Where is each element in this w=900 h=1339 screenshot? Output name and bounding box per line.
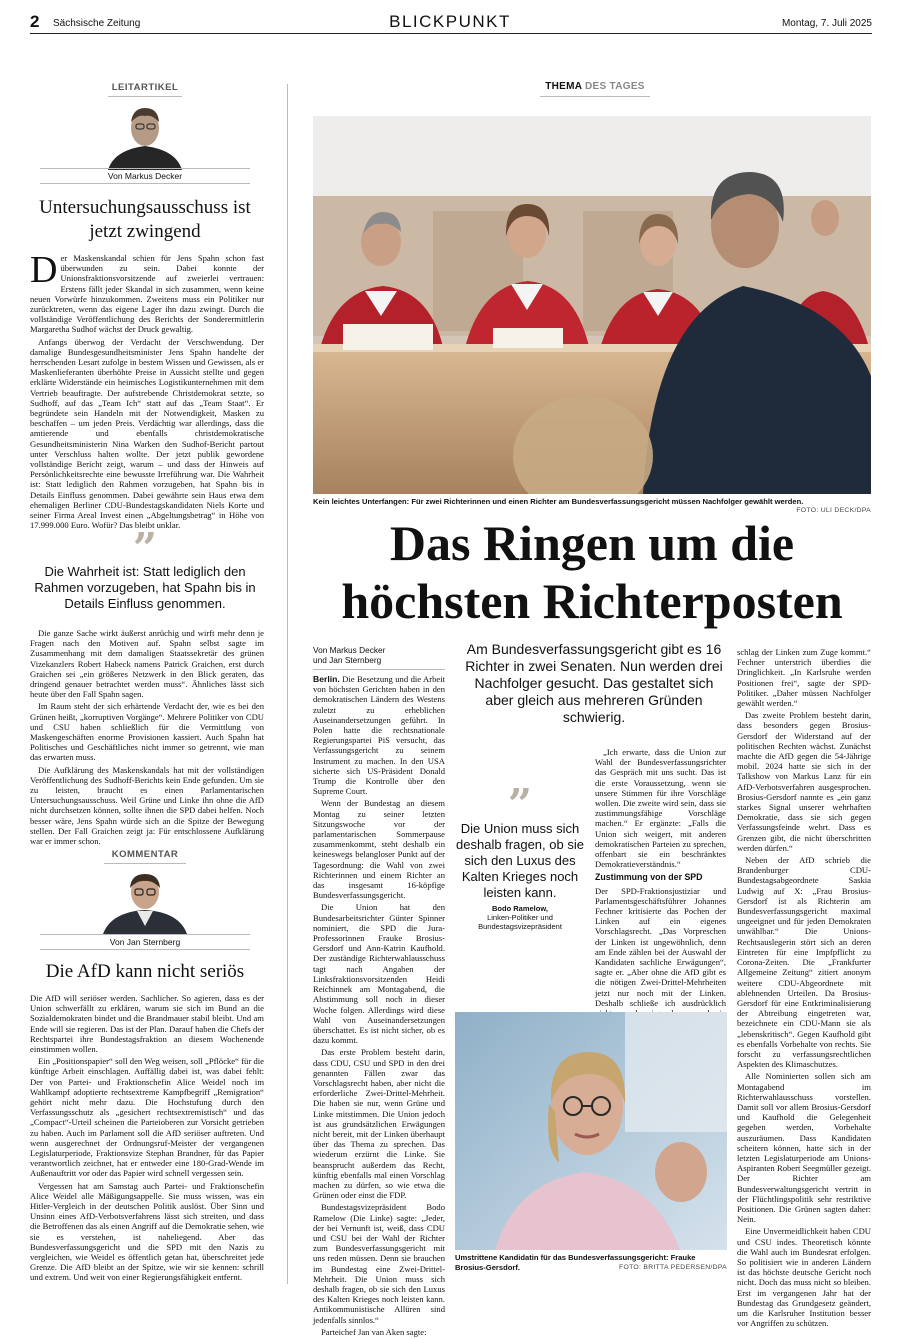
- thema-label: [520, 81, 670, 92]
- dateline: Berlin.: [313, 674, 340, 684]
- leitartikel-paragraph: Im Raum steht der sich erhärtende Verdacht der, wie es bei den Grünen heißt, „korruptiven Vorgänge“. Mehrere Politiker von CDU und CSU haben schließlich für die Vermittlung von Maskengeschäften enorme Provisionen kassiert. Auch Spahn hat Politisches und Geschäftliches nicht immer so getrennt, wie man das erwarten muss.: [30, 701, 264, 763]
- thema-paragraph: Parteichef Jan van Aken sagte:: [321, 1326, 427, 1337]
- thema-paragraph: schlag der Linken zum Zuge kommt.“ Fechner unterstrich überdies die Dringlichkeit. „In Karlsruhe werden Positionen frei“, sagte der SPD-Politiker. „Daher müssen Nachfolger gewählt werden.“: [737, 647, 871, 709]
- thema-byline: [313, 645, 445, 665]
- thema-paragraph: Bundestagsvizepräsident Bodo Ramelow (Die Linke) sagte: „Jeder, der bei Vernunft ist, weiß, dass CDU und CSU bei der Wahl der Richter zum Bundesverfassungsgericht mit uns reden müssen. Denn sie brauchen im Bundestag eine Zwei-Drittel-Mehrheit. Die Union muss sich deshalb fragen, ob sie sich den Luxus des Kalten Krieges noch leisten kann. Antikommunistische Allüren sind jedenfalls sinnlos.“: [313, 1202, 445, 1325]
- photo2-credit: FOTO: BRITTA PEDERSEN/DPA: [619, 1263, 727, 1271]
- photo-caption-text: Kein leichtes Unterfangen: Für zwei Richterinnen und einen Richter am Bundesverfassungsgericht müssen Nachfolger gewählt werden.: [313, 497, 804, 506]
- leitartikel-paragraph: Die Aufklärung des Maskenskandals hat mit der vollständigen Veröffentlichung des Sudhoff-Berichts kein Ende gefunden. Um sie zu leisten, braucht es einen Parlamentarischen Untersuchungsausschuss. Weil Grüne und Linke ihn ohne die AfD nicht durchsetzen können, sollte ihnen die SPD dabei helfen. Noch besser wäre, Jens Spahn würde sich an die Spitze der Bewegung stellen. Der Fall Graichen zeigt ja: Für entschlossene Aufklärung war er immer schon.: [30, 764, 264, 847]
- leitartikel-byline: Von Markus Decker: [107, 171, 183, 181]
- quote-role: Linken-Politiker und Bundestagsvizepräsident: [478, 913, 562, 931]
- leitartikel-body-2: [30, 628, 264, 848]
- quote-name: Bodo Ramelow,: [492, 904, 548, 913]
- kommentar-label: KOMMENTAR: [111, 849, 179, 860]
- byline-rule: [40, 168, 250, 169]
- thema-paragraph: Wenn der Bundestag an diesem Montag zu seiner letzten Sitzungswoche vor der parlamentarischen Sommerpause zusammenkommt, steht deshalb ein keineswegs belangloser Punkt auf der Tagesordnung: die Wahl von zwei Richterinnen und einem Richter an das insgesamt 16-köpfige Bundesverfassungsgericht.: [313, 798, 445, 901]
- photo2-caption-text: Umstrittene Kandidatin für das Bundesverfassungsgericht: Frauke Brosius-Gersdorf.: [455, 1253, 696, 1272]
- leitartikel-paragraph: er Maskenskandal schien für Jens Spahn schon fast überwunden zu sein. Dabei konnte der Unionsfraktionsvorsitzende auf zweierlei vertrauen: Erstens fällt jeder Skandal in sich zusammen, wenn keine neuen Vorwürfe hinzukommen. Zweitens muss ein Politiker nur zurücktreten, wenn das eigene Lager ihn dazu zwingt. Durch die vollständige Veröffentlichung des Berichts der Sonderermittlerin Margaretha Sudhof wächst der Druck gewaltig.: [30, 253, 264, 335]
- leitartikel-paragraph: Die ganze Sache wirkt äußerst anrüchig und wirft mehr denn je Fragen nach den Motiven auf. Spahn selbst sagte im Zusammenhang mit dem damaligen Staatssekretär des grünen Vizekanzlers Robert Habeck namens Patrick Graichen, erst durch Graichen sei „ein größeres Netzwerk in den Blick geraten, das dringend genauer betrachtet werden muss“. Ähnliches lässt sich heute über den Fall Spahn sagen.: [30, 628, 264, 700]
- byline-rule-bottom: [40, 949, 250, 950]
- thema-col4: [737, 647, 871, 1330]
- main-headline-line1: Das Ringen um die: [389, 515, 795, 571]
- page-number: 2: [30, 12, 40, 31]
- quote-mark-icon: ”: [507, 780, 533, 829]
- thema-paragraph: Eine Unvermeidlichkeit haben CDU und CSU indes. Theoretisch könnte die Wahl auch im Bundesrat erfolgen. So politisiert wie in anderen Ländern ist das höchste deutsche Gericht noch nicht. Doch das muss nicht so bleiben. Erst im vergangenen Jahr hat der Bundestag das Grundgesetz geändert, um die Karlsruher Institution besser vor Angriffen zu schützen.: [737, 1226, 871, 1329]
- thema-label-b: DES TAGES: [585, 81, 645, 92]
- thema-subhead: Zustimmung von der SPD: [595, 872, 703, 883]
- thema-paragraph: Das erste Problem besteht darin, dass CDU, CSU und SPD in den drei genannten Fällen zwar das Vorschlagsrecht haben, aber nicht die erforderliche Zwei-Drittel-Mehrheit. Die haben sie nur, wenn Grüne und Linke mitstimmen. Die Union jedoch ist aus grundsätzlichen Erwägungen nicht bereit, mit der Linken überhaupt über das Thema zu sprechen. Das wiederum erzürnt die Linke. Sie beansprucht außerdem das Recht, künftig ebenfalls mal einen Vorschlag machen zu dürfen, so wie etwa die Grünen oder einst die FDP.: [313, 1047, 445, 1201]
- thema-paragraph: Die Union hat den Bundesarbeitsrichter Günter Spinner nominiert, die SPD die Jura-Professorinnen Frauke Brosius-Gersdorf und Ann-Katrin Kaufhold. Der zuständige Richterwahlausschuss tagt nach Angaben der Linksfraktionsvorsitzenden Heidi Reichinnek am Montagabend, die Abstimmung soll noch in dieser Woche folgen. Allerdings wird diese Wahl von Auseinandersetzungen überschattet. Es ist nicht sicher, ob es dazu kommt.: [313, 902, 445, 1046]
- thema-paragraph-text: Die Besetzung und die Arbeit von höchsten Gerichten haben in den demokratischen Ländern des Westens zuletzt zu erheblichen Auseinandersetzungen geführt. In Polen hatte die rechtsnationale Regierungspartei PiS versucht, das Verfassungsgericht zu seinem Instrument zu machen. In den USA sicherte sich US-Präsident Donald Trump die Kontrolle über den Supreme Court.: [313, 674, 445, 797]
- thema-paragraph: Der SPD-Fraktionsjustiziar und Parlamentsgeschäftsführer Johannes Fechner kritisierte das Pochen der Linken auf ein eigenes Vorschlagsrecht. „Das Vorpreschen der Linken ist ungewöhnlich, denn am Ende zählen bei der Auswahl der Kandidaten sachliche Erwägungen“, sagte er. „Aber ohne die AfD gibt es die nötigen Zwei-Drittel-Mehrheiten jetzt nur noch mit der Linken. Deshalb schließe ich ausdrücklich: [595, 885, 726, 1008]
- photo2-caption: [455, 1253, 727, 1272]
- main-headline-line2: höchsten Richterposten: [341, 573, 843, 629]
- photo-credit: FOTO: ULI DECK/DPA: [796, 507, 871, 514]
- leitartikel-headline: Untersuchungsausschuss ist jetzt zwingend: [39, 197, 251, 242]
- leitartikel-label: LEITARTIKEL: [111, 82, 179, 93]
- leitartikel-label-rule: [108, 96, 182, 97]
- thema-paragraph: „Ich erwarte, dass die Union zur Wahl der Bundesverfassungsrichter das Gespräch mit uns sucht. Das ist die erste Voraussetzung, wenn sie unsere Stimmen für ihre Vorschläge wollen. Die zweite wird sein, dass sie zustimmungsfähige Vorschläge machen.“ Er ergänzte: „Falls die Union sich weigert, mit anderen demokratischen Parteien zu sprechen, offenbart sie ein beschränktes Demokratieverständnis.“: [595, 747, 726, 870]
- issue-date: Montag, 7. Juli 2025: [781, 18, 872, 29]
- thema-paragraph: [313, 674, 445, 796]
- kommentar-paragraph: Die AfD will seriöser werden. Sachlicher. So agieren, dass es der Union schwerfällt zu erklären, warum sie sich im Bund an die Sozialdemokraten bindet und die Brandmauer stabil bleibt. Und am Ende will sie regieren. Das ist der Plan. Darauf haben die Chefs der Rechtspartei ihre Bundestagsfraktion an diesem Wochenende einstimmen wollen.: [30, 993, 264, 1055]
- column-divider: [287, 84, 288, 1284]
- byline-rule: [313, 669, 445, 670]
- kommentar-byline: Von Jan Sternberg: [109, 937, 181, 947]
- leitartikel-pull-quote: Die Wahrheit ist: Statt lediglich den Rahmen vorzugeben, hat Spahn bis in Details Einfluss genommen.: [34, 564, 256, 611]
- court-photo: [313, 116, 871, 494]
- thema-byline-line2: und Jan Sternberg: [313, 655, 382, 665]
- byline-rule: [40, 934, 250, 935]
- drop-cap: D: [30, 249, 58, 291]
- thema-col1: [313, 674, 445, 1339]
- leitartikel-body: [30, 249, 264, 532]
- masthead-rule: [30, 33, 872, 34]
- kommentar-paragraph: Ein „Positionspapier“ soll den Weg weisen, soll „Pflöcke“ für die künftige Arbeit einschlagen. Auffällig dabei ist, was dabei fehlt: Der von Partei- und Fraktionschefin Alice Weidel noch im Wahlkampf adoptierte rechtsextreme Kampfbegriff „Remigration“ gehört nicht mehr dazu. Die Hochstufung durch den Verfassungsschutz als „gesichert rechtsextremistisch“ und das „Compact“-Urteil scheinen die Parteioberen zur Vorsicht getrieben zu haben. Auch im Parlament soll die AfD seriöser auftreten. Und wenn ausgerechnet der Ordnungsruf-Meister der vergangenen Legislaturperiode, Fraktionsvize Stephan Brandner, für das Papier verantwortlich zeichnet, hat er entweder eine 180-Grad-Wende im Außenauftritt vor oder das Papier wird schnell vergessen sein.: [30, 1056, 264, 1179]
- quote-attribution: [455, 904, 585, 931]
- thema-paragraph: Das zweite Problem besteht darin, dass besonders gegen Brosius-Gersdorf der Widerstand auf der politischen Rechten wächst. Zunächst machte die AfD gegen die 54-Jährige mobil. 2024 hatte sie sich in der Talkshow von Markus Lanz für ein AfD-Verbotsverfahren ausgesprochen. Brosius-Gersdorf nannte es „ein ganz starkes Signal unserer wehrhaften Demokratie, dass sie sich gegen Verfassungsfeinde wehrt. Dass es Grenzen gibt, die nicht überschritten werden dürfen.“: [737, 710, 871, 853]
- author-portrait-sternberg: [97, 868, 193, 934]
- kommentar-body: [30, 993, 264, 1285]
- thema-label-a: THEMA: [545, 81, 582, 92]
- thema-paragraph: Alle Nominierten sollen sich am Montagabend im Richterwahlausschuss vorstellen. Damit soll vor allem Brosius-Gersdorf und Kaufhold die Gelegenheit gegeben werden, Vorbehalte auszuräumen. Dass Kandidaten scheitern können, hatte sich in der letzten Legislaturperiode am Unions-Aspiranten Robert Seegmüller gezeigt. Der Richter am Bundesverwaltungsgericht vertritt in der Flüchtlingspolitik sehr restriktive Positionen. Die Grünen sagten daher: Nein.: [737, 1071, 871, 1225]
- quote-mark-icon: ”: [132, 524, 158, 573]
- paper-name: Sächsische Zeitung: [53, 18, 141, 29]
- candidate-photo: [455, 1012, 727, 1250]
- byline-rule-bottom: [40, 183, 250, 184]
- kommentar-label-rule: [104, 863, 186, 864]
- photo-caption: [313, 497, 871, 515]
- thema-teaser: Am Bundesverfassungsgericht gibt es 16 Richter in zwei Senaten. Nun werden drei Nachfolger gesucht. Das gestaltet sich aber gleich aus mehreren Gründen schwierig.: [465, 641, 723, 725]
- thema-paragraph: Neben der AfD schrieb die Brandenburger CDU-Bundestagsabgeordnete Saskia Ludwig auf X: „Frau Brosius-Gersdorf ist als Richterin am Bundesverfassungsgericht maximal ungeeignet und für jeden Demokraten unwählbar.“ Die Unions-Rechtsauslegerin stört sich an deren Eintreten für eine Impfpflicht zu Corona-Zeiten. Die „Frankfurter Allgemeine Zeitung“ zitiert anonym weitere CDU-Abgeordnete mit ablehnenden Urteilen. Da Brosius-Gersdorf für eine Entkriminalisierung der Abtreibung eingetreten war, bezeichnete ein CDU-Mann sie als „lebenskritisch“. Gegen Kaufhold gibt es ebenfalls Vorbehalte von rechts. Sie forscht zu verfassungsrechtlichen Aspekten des Klimaschutzes.: [737, 855, 871, 1070]
- thema-label-rule: [540, 96, 650, 97]
- section-title: BLICKPUNKT: [389, 12, 511, 31]
- leitartikel-paragraph: Anfangs überwog der Verdacht der Verschwendung. Der damalige Bundesgesundheitsminister Jens Spahn handelte der herrschenden Lesart zufolge in bestem Wissen und Gewissen, als er Maskenlieferanten überhöhte Preise in Aussicht stellte und gegen erklärte Widerstände ein heimisches Logistikunternehmen mit dem Vertrieb beauftragte. Der aufstrebende Christdemokrat setzte, so Sudhoff, auf das „Team Ich“ statt auf das „Team Staat“. Er begründete sein Handeln mit der Notwendigkeit, Masken zu beschaffen – um jeden Preis. Verdächtig war allerdings, dass die amtierende und ebenfalls christdemokratische Gesundheitsministerin Nina Warken den Sudhof-Bericht partout unter Verschluss halten wollte. Der jetzt publik gewordene vollständige Bericht zeigt, warum – und dass der Hinweis auf Persönlichkeitsrechte eine bewusste Irreführung war. Die Wahrheit ist: Statt lediglich den Rahmen vorzugeben, hat Spahn bis in Details Einfluss genommen. Dabei gewährte sein Haus etwa dem ehemaligen Berliner CDU-Bundestagskandidaten Niels Korte und seiner Firma Areal Invest einen „Abgeltungsbetrag“ in Höhe von 17.999.000 Euro. Wofür? Das bleibt unklar.: [30, 336, 264, 531]
- thema-pull-quote: Die Union muss sich deshalb fragen, ob sie sich den Luxus des Kalten Krieges noch leisten kann.: [456, 821, 584, 900]
- thema-col3: [595, 747, 726, 1030]
- kommentar-headline: Die AfD kann nicht seriös: [45, 961, 245, 982]
- kommentar-paragraph: Vergessen hat am Samstag auch Partei- und Fraktionschefin Alice Weidel alle Mäßigungsappelle. Sie muss wissen, was ein Hitler-Vergleich in der deutschen Politik auslöst. Über Sinn und Unsinn eines AfD-Verbotsverfahrens lässt sich streiten, und dass die Betroffenen das als einen Angriff auf die Demokratie sehen, wie sie es verstehen, ist naheliegend. Aber das Bundesverfassungsgericht und die SPD mit den Nazis zu vergleichen, wie Weidel es öffentlich getan hat, überschreitet jede Grenze. Die AfD bleibt an der Spitze, wie wir sie kennen: schrill und extrem. Und weit von einer Regierungsfähigkeit entfernt.: [30, 1180, 264, 1283]
- thema-byline-line1: Von Markus Decker: [313, 645, 386, 655]
- author-portrait-decker: [100, 104, 190, 170]
